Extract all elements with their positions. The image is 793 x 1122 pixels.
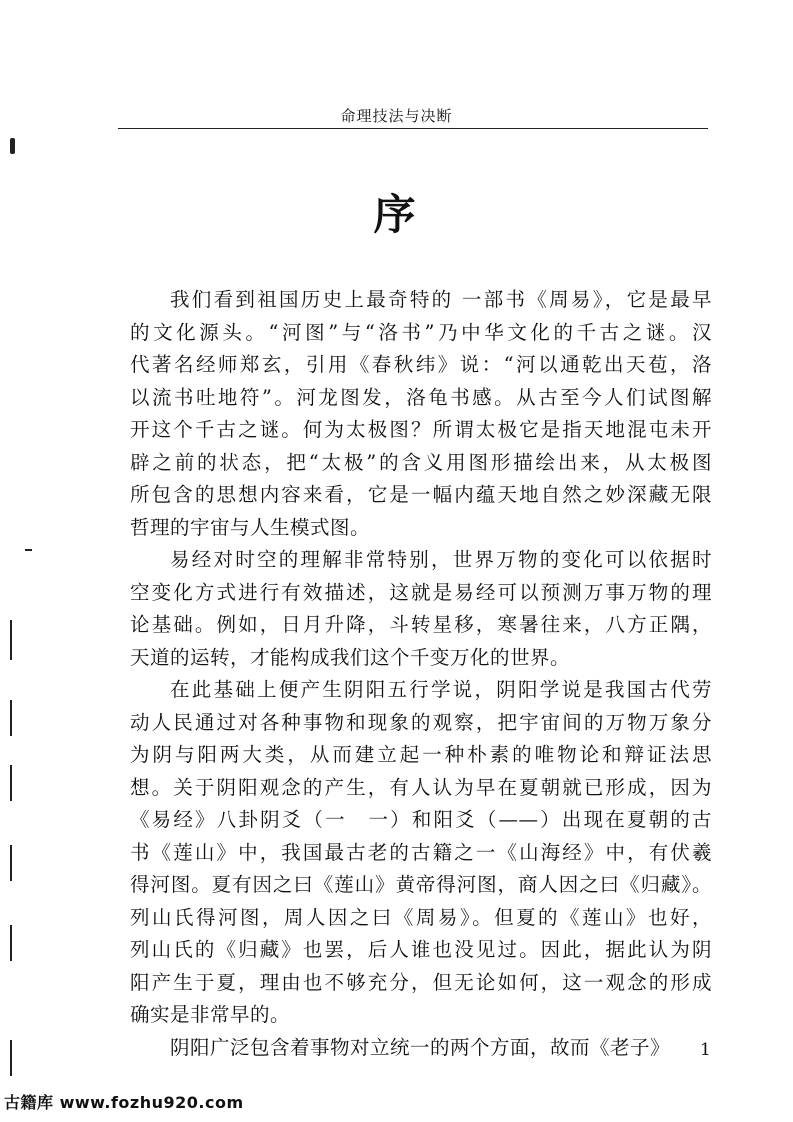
body-text [130, 284, 712, 1064]
text-line: 阴阳广泛包含着事物对立统一的两个方面，故而《老子》 [170, 1035, 671, 1059]
text-line: 论基础。例如，日月升降，斗转星移，寒暑往来，八方正隅， [130, 613, 712, 636]
text-line: 书《莲山》中，我国最古老的古籍之一《山海经》中，有伏羲 [130, 840, 712, 864]
scan-mark [10, 138, 15, 154]
scan-mark [10, 620, 12, 660]
scan-mark [25, 549, 32, 551]
text-line: 开这个千古之谜。何为太极图？所谓太极它是指天地混屯未开 [130, 418, 712, 441]
chapter-title: 序 [373, 190, 420, 239]
page-number: 1 [700, 1040, 711, 1060]
text-line: 易经对时空的理解非常特别，世界万物的变化可以依据时 [170, 548, 712, 571]
scan-mark [10, 845, 12, 881]
text-line: 代著名经师郑玄，引用《春秋纬》说：“河以通乾出天苞，洛 [130, 353, 712, 376]
text-line: 阳产生于夏，理由也不够充分，但无论如何，这一观念的形成 [130, 970, 712, 994]
text-line: 所包含的思想内容来看，它是一幅内蕴天地自然之妙深藏无限 [130, 483, 712, 506]
scan-mark [10, 1040, 12, 1076]
text-line: 哲理的宇宙与人生模式图。 [130, 515, 371, 539]
header-rule [118, 128, 708, 129]
text-line: 列山氏得河图，周人因之曰《周易》。但夏的《莲山》也好， [130, 905, 712, 929]
scan-mark [10, 700, 12, 736]
text-line: 天道的运转，才能构成我们这个千变万化的世界。 [130, 645, 571, 669]
text-line: 确实是非常早的。 [130, 1003, 291, 1026]
scan-mark [10, 765, 12, 801]
scan-mark [10, 925, 12, 961]
text-line: 想。关于阴阳观念的产生，有人认为早在夏朝就已形成，因为 [130, 775, 712, 799]
text-line: 为阴与阳两大类，从而建立起一种朴素的唯物论和辩证法思 [130, 743, 712, 766]
text-line: 得河图。夏有因之曰《莲山》黄帝得河图，商人因之曰《归藏》。 [130, 873, 712, 896]
text-line: 《易经》八卦阴爻（一 一）和阳爻（——）出现在夏朝的古 [130, 808, 712, 831]
text-line: 的文化源头。“河图”与“洛书”乃中华文化的千古之谜。汉 [130, 320, 712, 344]
watermark-text: 古籍库 www.fozhu920.com [4, 1093, 244, 1112]
text-line: 以流书吐地符”。河龙图发，洛龟书感。从古至今人们试图解 [130, 385, 712, 409]
text-line: 在此基础上便产生阴阳五行学说，阴阳学说是我国古代劳 [170, 678, 712, 701]
text-line: 动人民通过对各种事物和现象的观察，把宇宙间的万物万象分 [130, 710, 712, 734]
text-line: 列山氏的《归藏》也罢，后人谁也没见过。因此，据此认为阴 [130, 938, 712, 961]
header-title: 命理技法与决断 [340, 107, 453, 125]
text-line: 我们看到祖国历史上最奇特的 一部书《周易》，它是最早 [170, 288, 712, 311]
text-line: 辟之前的状态，把“太极”的含义用图形描绘出来，从太极图 [130, 450, 712, 474]
text-line: 空变化方式进行有效描述，这就是易经可以预测万事万物的理 [130, 580, 712, 604]
